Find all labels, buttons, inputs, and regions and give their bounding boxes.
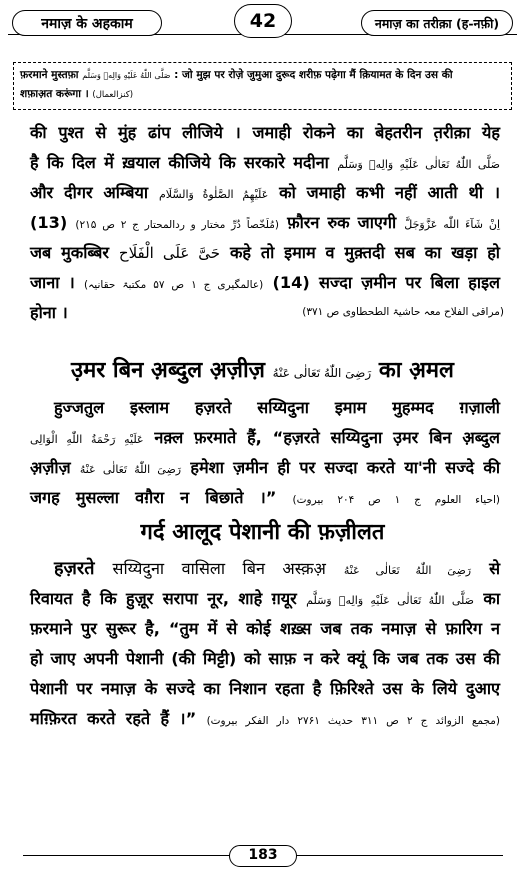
book-title-badge: नमाज़ के अहकाम [12,10,162,36]
text-span: नक़्ल फ़रमाते हैं, “हज़रते सय्यिदुना उ़मर बिन अ़ब्दुल [154,428,500,447]
section-heading: गर्द आलूद पेशानी की फ़ज़ीलत [140,520,385,545]
text-span: है कि दिल में ख़याल कीजिये कि सरकारे मदीना [30,153,329,172]
text-line [30,584,500,614]
text-line: पेशानी पर नमाज़ के सज्दे का निशान रहता है फ़िरिश्ते उस के लिये दुआए [30,679,500,698]
text-span: मग़्फ़िरत करते रहते हैं ।” [30,709,197,728]
footer-page-number: 183 [229,845,297,867]
arabic-salutation: عَلَيْهِمُ الصَّلٰوةُ وَالسَّلَام [158,188,269,201]
reference: (مُلَخّصاً دُرِّ مختار و ردالمحتار ج ۲ ص ۲۱۵) [75,219,280,231]
text-span: कहे तो इमाम व मुक़्तदी सब का खड़ा हो [229,243,500,262]
text-line [30,453,500,483]
rule-number: (13) [30,213,68,232]
notice-arabic-salutation: صَلَّى اللّٰهُ عَلَيْهِ وَالِهٖ وَسَلَّم [82,71,171,80]
notice-text-1: : जो मुझ पर रोज़े जुमुआ दुरूद शरीफ़ पढ़ेगा मैं क़ियामत के दिन उस की [174,69,453,81]
section-heading [0,354,525,388]
text-line [30,483,500,513]
arabic-salutation: عَلَيْهِ رَحْمَةُ اللّٰهِ الْوَالِى [30,433,144,446]
page-header [8,4,517,44]
text-span: जगह मुसल्ला वग़ैरा न बिछाते ।” [30,488,277,507]
arabic-phrase: اِنْ شَآءَ اللّٰه عَزَّوَجَلَّ [404,218,501,231]
text-span: हमेशा ज़मीन ही पर सज्दा करते या'नी सज्दे की [190,458,501,477]
text-line: की पुश्त से मुंह ढांप लीजिये । जमाही रोकने का बेहतरीन त़रीक़ा येह [30,123,500,142]
text-span: होना । [30,303,68,322]
hadith-notice-box [13,62,512,110]
text-line [30,148,500,178]
chapter-title-badge: नमाज़ का तरीक़ा (ह-नफ़ी) [361,10,513,36]
text-line: हुज्जतुल इस्लाम हज़रते सय्यिदुना इमाम मुहम्मद ग़ज़ाली [54,398,500,417]
text-span: अ़ज़ीज़ [30,458,71,477]
text-line [30,178,500,208]
text-line: हो जाए अपनी पेशानी (की मिट्टी) को साफ़ न करे क्यूं कि जब तक उस की [30,649,500,668]
rule-number: (14) [272,273,310,292]
notice-line-1 [20,66,505,85]
text-span: रिवायत है कि हुज़ूर सरापा नूर, शाहे ग़यूर [30,589,297,608]
text-line [30,268,500,298]
text-span: सय्यिदुना वासिला बिन अस्क़अ़ [112,559,326,578]
heading-text: उ़मर बिन अ़ब्दुल अ़ज़ीज़ [71,358,265,383]
text-span: जाना । [30,273,75,292]
text-line: फ़रमाने पुर सुरूर है, “तुम में से कोई शख़्स जब तक नमाज़ से फ़ारिग न [30,619,500,638]
text-line [30,704,500,734]
arabic-salutation: رَضِیَ اللّٰهُ تَعَالٰی عَنْهُ [343,564,472,577]
text-span: फ़ौरन रुक जाएगी [287,213,397,232]
reference: (مراقی الفلاح معہ حاشیۃ الطحطاوی ص ۳۷۱) [302,306,504,318]
text-line [30,208,500,238]
text-span: से [489,559,501,578]
arabic-salutation: صَلَّى اللّٰهُ تَعَالٰى عَلَيْهِ وَالِهٖ وَسَلَّم [337,158,501,171]
text-span: और दीगर अम्बिया [30,183,149,202]
notice-source: (کنزالعمال) [92,90,134,100]
text-line [30,554,500,584]
reference: (احیاء العلوم ج ۱ ص ۲۰۴ بیروت) [292,494,500,506]
reference: (مجمع الزوائد ج ۲ ص ۳۱۱ حدیث ۲۷۶۱ دار الفکر بیروت) [206,715,500,727]
notice-text-2: शफ़ाअ़त करूंगा । [20,88,89,100]
notice-line-2 [20,85,505,105]
notice-lead: फ़रमाने मुस्तफ़ा [20,69,79,81]
text-span: को जमाही कभी नहीं आती थी । [279,183,501,202]
reference: (عالمگیری ج ۱ ص ۵۷ مکتبۃ حقانیہ) [84,279,264,291]
heading-text: का अ़मल [378,358,454,383]
text-span: का [483,589,501,608]
text-span: हज़रते [54,558,95,579]
page-number-badge: 42 [234,4,292,38]
arabic-salutation: رَضِیَ اللّٰهُ تَعَالٰی عَنْهُ [79,463,182,476]
arabic-phrase: حَیَّ عَلَی الْفَلَاح [118,244,221,262]
arabic-salutation: صَلَّى اللّٰهُ تَعَالٰى عَلَيْهِ وَالِهٖ وَسَلَّم [306,594,474,607]
text-span: सज्दा ज़मीन पर बिला हाइल [319,273,501,292]
text-span: जब मुकब्बिर [30,243,109,262]
text-line [30,238,500,268]
text-line [30,423,500,453]
arabic-salutation: رَضِیَ اللّٰهُ تَعَالٰی عَنْهُ [272,366,372,380]
